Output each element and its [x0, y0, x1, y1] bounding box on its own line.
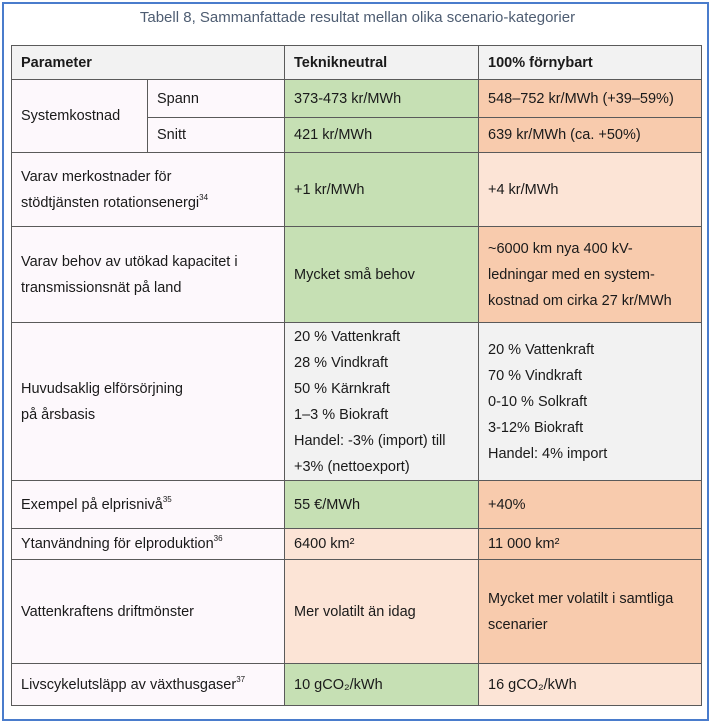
table-row — [12, 80, 702, 118]
summary-table — [11, 45, 702, 706]
table-caption: Tabell 8, Sammanfattade resultat mellan olika scenario-kategorier — [139, 9, 576, 26]
cell-teknikneutral: 373-473 kr/MWh — [285, 80, 479, 118]
label-text: Exempel på elprisnivå — [21, 496, 163, 513]
cell-teknikneutral — [285, 323, 479, 481]
row-label-behov — [12, 227, 285, 323]
cell-line: 3-12% Biokraft — [488, 419, 584, 436]
sub-label-spann: Spann — [148, 80, 285, 118]
table-row — [12, 529, 702, 560]
cell-fornybart: +4 kr/MWh — [479, 153, 702, 227]
label-line: Varav merkostnader för — [21, 168, 172, 185]
table-row — [12, 481, 702, 529]
cell-teknikneutral: 421 kr/MWh — [285, 118, 479, 153]
row-label-merkostnader — [12, 153, 285, 227]
cell-line: +3% (nettoexport) — [294, 458, 410, 475]
header-teknikneutral: Teknikneutral — [285, 46, 479, 80]
cell-line: scenarier — [488, 616, 548, 633]
cell-teknikneutral: +1 kr/MWh — [285, 153, 479, 227]
table-row — [12, 323, 702, 481]
cell-line: Handel: -3% (import) till — [294, 432, 446, 449]
table-row — [12, 560, 702, 664]
row-label-vattenkraft: Vattenkraftens driftmönster — [12, 560, 285, 664]
cell-fornybart — [479, 560, 702, 664]
cell-line: 70 % Vindkraft — [488, 367, 583, 384]
label-text: Ytanvändning för elproduktion — [21, 536, 214, 552]
cell-teknikneutral: Mycket små behov — [285, 227, 479, 323]
label-line: Huvudsaklig elförsörjning — [21, 380, 183, 397]
cell-fornybart: 16 gCO₂/kWh — [479, 664, 702, 706]
row-label-elpris — [12, 481, 285, 529]
cell-teknikneutral: 10 gCO₂/kWh — [285, 664, 479, 706]
cell-fornybart — [479, 227, 702, 323]
cell-fornybart: 639 kr/MWh (ca. +50%) — [479, 118, 702, 153]
cell-fornybart: +40% — [479, 481, 702, 529]
footnote-ref: 35 — [162, 494, 172, 504]
table-row — [12, 153, 702, 227]
cell-teknikneutral: Mer volatilt än idag — [285, 560, 479, 664]
cell-line: 28 % Vindkraft — [294, 354, 389, 371]
table-row — [12, 227, 702, 323]
cell-line: kostnad om cirka 27 kr/MWh — [488, 292, 672, 309]
row-label-livscykel — [12, 664, 285, 706]
footnote-ref: 37 — [236, 674, 246, 684]
table-row — [12, 664, 702, 706]
cell-fornybart — [479, 323, 702, 481]
cell-line: ledningar med en system- — [488, 266, 655, 283]
header-fornybart: 100% förnybart — [479, 46, 702, 80]
cell-line: 0-10 % Solkraft — [488, 393, 588, 410]
label-line: på årsbasis — [21, 406, 96, 423]
sub-label-snitt: Snitt — [148, 118, 285, 153]
footnote-ref: 36 — [213, 534, 223, 543]
label-line — [21, 190, 284, 216]
cell-line: Handel: 4% import — [488, 445, 608, 462]
cell-fornybart: 11 000 km² — [479, 529, 702, 560]
cell-line: 20 % Vattenkraft — [294, 328, 401, 345]
row-label-elforsorjning — [12, 323, 285, 481]
header-parameter: Parameter — [12, 46, 285, 80]
cell-line: 20 % Vattenkraft — [488, 341, 595, 358]
cell-line: 50 % Kärnkraft — [294, 380, 390, 397]
header-row — [12, 46, 702, 80]
footnote-ref: 34 — [199, 192, 209, 202]
row-label-ytanvandning — [12, 529, 285, 560]
cell-teknikneutral: 55 €/MWh — [285, 481, 479, 529]
label-text: stödtjänsten rotationsenergi — [21, 194, 200, 211]
cell-line: 1–3 % Biokraft — [294, 406, 389, 423]
cell-fornybart: 548–752 kr/MWh (+39–59%) — [479, 80, 702, 118]
label-line: Varav behov av utökad kapacitet i — [21, 253, 238, 270]
cell-teknikneutral: 6400 km² — [285, 529, 479, 560]
row-label-systemkostnad: Systemkostnad — [12, 80, 148, 153]
label-text: Livscykelutsläpp av växthusgaser — [21, 676, 237, 693]
cell-line: ~6000 km nya 400 kV- — [488, 240, 633, 257]
cell-line: Mycket mer volatilt i samtliga — [488, 590, 674, 607]
label-line: transmissionsnät på land — [21, 279, 182, 296]
